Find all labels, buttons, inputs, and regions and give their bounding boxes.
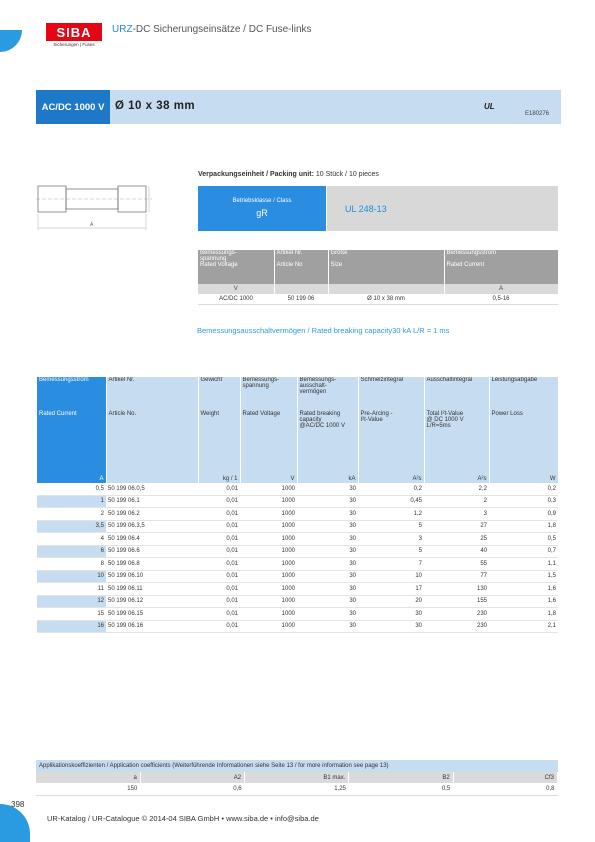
cell-current: 0,5: [37, 483, 106, 495]
cell-prearc: 30: [358, 620, 424, 633]
cell-article: 50 199 06.1: [106, 495, 198, 508]
table-row: [37, 533, 558, 546]
cell-voltage: 1000: [240, 545, 297, 558]
table-row: [37, 570, 558, 583]
unit-cell: kA: [297, 474, 358, 483]
cell-voltage: 1000: [240, 508, 297, 521]
cell-total: 2: [424, 495, 489, 508]
logo-text: SIBA: [46, 23, 102, 41]
cell-prearc: 5: [358, 545, 424, 558]
table-row: [37, 595, 558, 608]
dimension-label: A: [90, 222, 94, 228]
spec-unit: [274, 284, 328, 294]
coefficient-header: Cf3: [453, 772, 557, 783]
cell-article: 50 199 06.11: [106, 583, 198, 596]
spec-header-current: Bemessungsstrom Rated Current: [444, 250, 558, 284]
unit-cell: V: [240, 474, 297, 483]
cell-current: 2: [37, 508, 106, 521]
cell-weight: 0,01: [198, 545, 240, 558]
class-box: [198, 186, 326, 231]
cell-breaking: 30: [297, 495, 358, 508]
header-weight: Gewicht Weight: [198, 377, 240, 474]
cell-current: 4: [37, 533, 106, 546]
cell-current: 15: [37, 608, 106, 621]
cell-breaking: 30: [297, 570, 358, 583]
cell-article: 50 199 06.8: [106, 558, 198, 571]
spec-units-row: [198, 284, 558, 294]
cell-article: 50 199 06.15: [106, 608, 198, 621]
cell-voltage: 1000: [240, 533, 297, 546]
spec-cell: 0,5-16: [444, 294, 558, 305]
cell-voltage: 1000: [240, 583, 297, 596]
cell-article: 50 199 06.12: [106, 595, 198, 608]
article-units-row: [37, 474, 558, 483]
article-table: [37, 377, 559, 633]
cell-loss: 1,6: [489, 583, 558, 596]
spec-header-voltage: Bemessungs- spannung Rated Voltage: [198, 250, 274, 284]
cell-total: 3: [424, 508, 489, 521]
corner-accent-bottom: [0, 804, 30, 842]
cell-total: 77: [424, 570, 489, 583]
table-row: [37, 558, 558, 571]
class-label: Betriebsklasse / Class: [232, 198, 292, 204]
cell-article: 50 199 06.2: [106, 508, 198, 521]
standard-value: UL 248-13: [345, 204, 387, 214]
cell-total: 27: [424, 520, 489, 533]
spec-cell: AC/DC 1000: [198, 294, 274, 305]
header-power-loss: Leistungsabgabe Power Loss: [489, 377, 558, 474]
packing-value: 10 Stück / 10 pieces: [315, 171, 379, 178]
cell-weight: 0,01: [198, 558, 240, 571]
cell-weight: 0,01: [198, 483, 240, 495]
spec-header-row: [198, 250, 558, 284]
cell-article: 50 199 06.0,5: [106, 483, 198, 495]
cell-article: 50 199 06.16: [106, 620, 198, 633]
cell-breaking: 30: [297, 520, 358, 533]
cell-weight: 0,01: [198, 495, 240, 508]
cell-total: 55: [424, 558, 489, 571]
cell-total: 130: [424, 583, 489, 596]
cell-total: 25: [424, 533, 489, 546]
table-row: [37, 495, 558, 508]
cell-total: 230: [424, 620, 489, 633]
cell-loss: 1,6: [489, 595, 558, 608]
cell-voltage: 1000: [240, 495, 297, 508]
cell-weight: 0,01: [198, 620, 240, 633]
table-row: [37, 608, 558, 621]
spec-cell: 50 199 06: [274, 294, 328, 305]
cell-voltage: 1000: [240, 620, 297, 633]
footer-text: UR-Katalog / UR-Catalogue © 2014-04 SIBA GmbH • www.siba.de • info@siba.de: [47, 814, 319, 823]
cell-voltage: 1000: [240, 558, 297, 571]
cell-prearc: 5: [358, 520, 424, 533]
fuse-size-title: Ø 10 x 38 mm: [115, 100, 196, 112]
cell-current: 11: [37, 583, 106, 596]
coefficient-table: [36, 760, 558, 796]
table-row: [37, 620, 558, 633]
spec-unit: A: [444, 284, 558, 294]
unit-cell: A²s: [424, 474, 489, 483]
article-header-row: [37, 377, 558, 474]
cell-weight: 0,01: [198, 570, 240, 583]
cell-voltage: 1000: [240, 483, 297, 495]
cell-breaking: 30: [297, 583, 358, 596]
page-number: 398: [11, 800, 25, 809]
cell-article: 50 199 06.3,5: [106, 520, 198, 533]
spec-table: [198, 250, 559, 305]
voltage-rating: AC/DC 1000 V: [36, 90, 110, 124]
spec-header-article: Artikel Nr. Article No: [274, 250, 328, 284]
cell-loss: 0,3: [489, 495, 558, 508]
coefficient-value-row: [36, 783, 558, 796]
logo-subtext: Sicherungen | Fuses: [53, 42, 95, 47]
coefficient-header: a: [36, 772, 140, 783]
cell-current: 10: [37, 570, 106, 583]
cell-current: 3,5: [37, 520, 106, 533]
series-rest: -DC Sicherungseinsätze / DC Fuse-links: [132, 24, 312, 35]
header-breaking-capacity: Bemessungs- ausschalt- vermögen Rated breaking capacity @AC/DC 1000 V: [297, 377, 358, 474]
coefficient-value: 0,8: [453, 783, 557, 796]
cell-loss: 0,2: [489, 483, 558, 495]
coefficient-value: 1,25: [245, 783, 349, 796]
rated-breaking-capacity: Bemessungsausschaltvermögen / Rated breaking capacity30 kA L/R = 1 ms: [197, 326, 450, 335]
cell-loss: 0,5: [489, 533, 558, 546]
cell-prearc: 10: [358, 570, 424, 583]
unit-cell: kg / 1: [198, 474, 240, 483]
packing-unit: [198, 171, 379, 178]
cell-total: 230: [424, 608, 489, 621]
coefficient-header: A2: [140, 772, 244, 783]
cell-breaking: 30: [297, 608, 358, 621]
cell-loss: 0,9: [489, 508, 558, 521]
header-pre-arcing: Schmelzintegral Pre-Arcing - I²t-Value: [358, 377, 424, 474]
unit-cell: W: [489, 474, 558, 483]
ul-file-number: E180276: [525, 111, 550, 117]
cell-prearc: 3: [358, 533, 424, 546]
cell-loss: 0,7: [489, 545, 558, 558]
spec-cell: Ø 10 x 38 mm: [328, 294, 444, 305]
cell-article: 50 199 06.4: [106, 533, 198, 546]
cell-weight: 0,01: [198, 520, 240, 533]
unit-cell: [106, 474, 198, 483]
cell-loss: 1,5: [489, 570, 558, 583]
coefficient-header-row: [36, 772, 558, 783]
cell-current: 8: [37, 558, 106, 571]
cell-breaking: 30: [297, 620, 358, 633]
ul-recognized-icon: UL: [484, 102, 495, 111]
spec-unit: V: [198, 284, 274, 294]
cell-voltage: 1000: [240, 595, 297, 608]
series-title: [112, 24, 312, 35]
coefficient-value: 150: [36, 783, 140, 796]
table-row: [37, 483, 558, 495]
table-row: [37, 545, 558, 558]
header-rated-current: Bemessungsstrom Rated Current: [37, 377, 106, 474]
cell-current: 6: [37, 545, 106, 558]
table-row: [37, 583, 558, 596]
cell-weight: 0,01: [198, 608, 240, 621]
cell-weight: 0,01: [198, 595, 240, 608]
cell-voltage: 1000: [240, 520, 297, 533]
corner-accent-top: [0, 30, 22, 52]
cell-prearc: 7: [358, 558, 424, 571]
spec-data-row: [198, 294, 558, 305]
cell-total: 155: [424, 595, 489, 608]
cell-loss: 2,1: [489, 620, 558, 633]
cell-breaking: 30: [297, 558, 358, 571]
cell-article: 50 199 06.10: [106, 570, 198, 583]
table-row: [37, 520, 558, 533]
coefficient-value: 0,5: [349, 783, 453, 796]
cell-breaking: 30: [297, 508, 358, 521]
coefficient-title-row: [36, 760, 558, 772]
coefficient-title: Applikationskoeffizienten / Application coefficients (Weiterführende Informationen siehe Seite 13 / for more information see page 13): [36, 760, 558, 772]
spec-unit: [328, 284, 444, 294]
cell-prearc: 0,2: [358, 483, 424, 495]
cell-prearc: 30: [358, 608, 424, 621]
cell-prearc: 20: [358, 595, 424, 608]
cell-loss: 1,8: [489, 520, 558, 533]
coefficient-header: B1 max.: [245, 772, 349, 783]
cell-voltage: 1000: [240, 608, 297, 621]
cell-current: 16: [37, 620, 106, 633]
table-row: [37, 508, 558, 521]
cell-breaking: 30: [297, 533, 358, 546]
header-article-no: Artikel Nr. Article No.: [106, 377, 198, 474]
packing-label: Verpackungseinheit / Packing unit:: [198, 171, 314, 178]
standard-box: [327, 186, 558, 231]
cell-prearc: 1,2: [358, 508, 424, 521]
cell-prearc: 17: [358, 583, 424, 596]
fuse-dimension-drawing: [36, 182, 166, 234]
coefficient-header: B2: [349, 772, 453, 783]
cell-voltage: 1000: [240, 570, 297, 583]
cell-weight: 0,01: [198, 583, 240, 596]
unit-cell: A²s: [358, 474, 424, 483]
cell-loss: 1,1: [489, 558, 558, 571]
cell-breaking: 30: [297, 483, 358, 495]
cell-weight: 0,01: [198, 533, 240, 546]
cell-prearc: 0,45: [358, 495, 424, 508]
cell-total: 40: [424, 545, 489, 558]
unit-cell: A: [37, 474, 106, 483]
cell-breaking: 30: [297, 545, 358, 558]
spec-header-size: Größe Size: [328, 250, 444, 284]
cell-breaking: 30: [297, 595, 358, 608]
cell-article: 50 199 06.6: [106, 545, 198, 558]
siba-logo: [46, 23, 102, 50]
cell-current: 1: [37, 495, 106, 508]
coefficient-value: 0,6: [140, 783, 244, 796]
cell-current: 12: [37, 595, 106, 608]
cell-total: 2,2: [424, 483, 489, 495]
header-rated-voltage: Bemessungs- spannung Rated Voltage: [240, 377, 297, 474]
cell-weight: 0,01: [198, 508, 240, 521]
header-total-i2t: Ausschaltintegral Total I²t-Value @ DC 1000 V L/R=5ms: [424, 377, 489, 474]
class-value: gR: [256, 208, 268, 218]
cell-loss: 1,8: [489, 608, 558, 621]
series-accent: URZ: [112, 24, 133, 35]
